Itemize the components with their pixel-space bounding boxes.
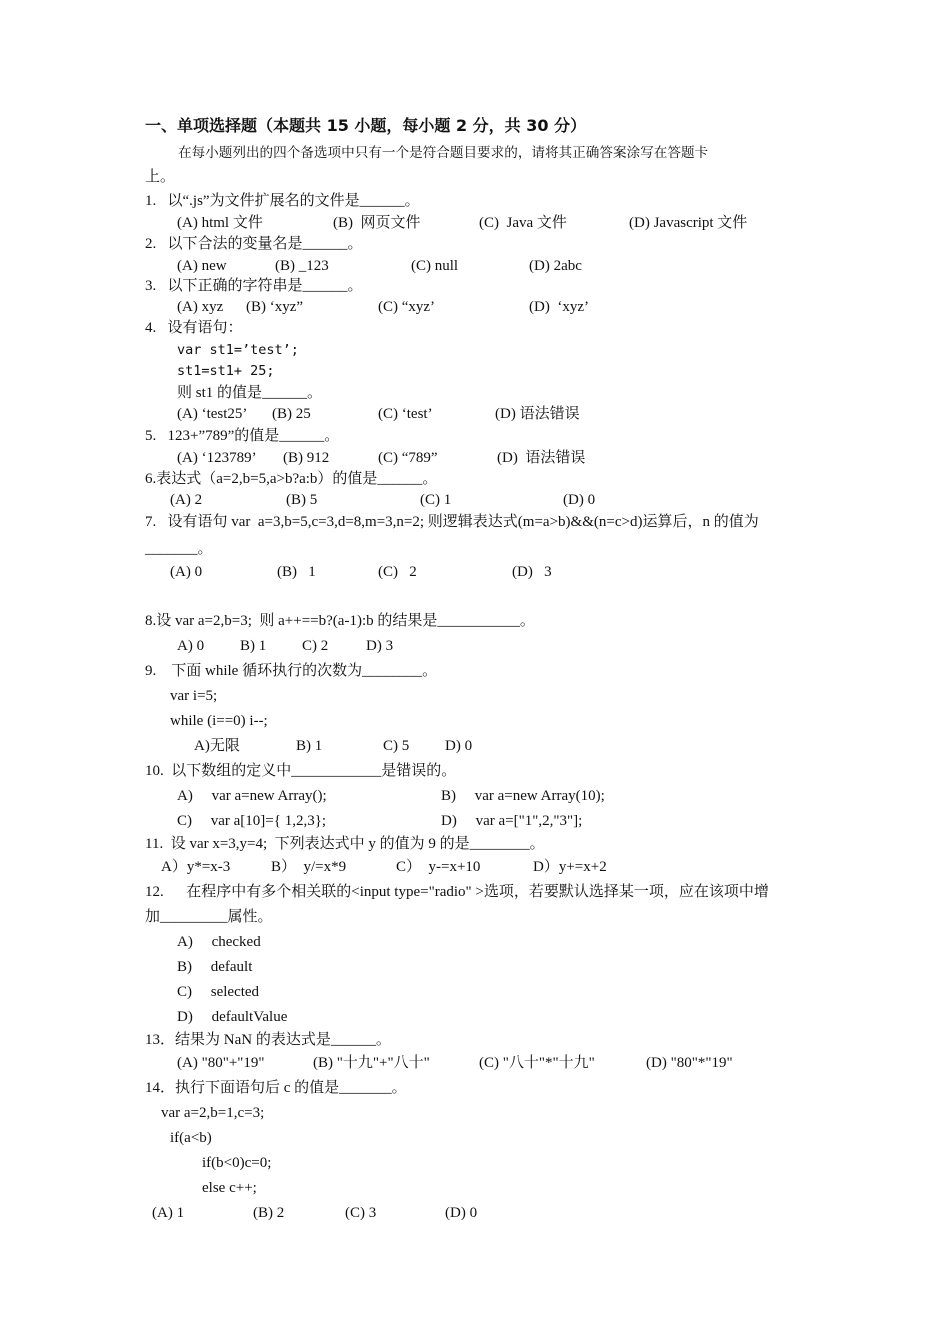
question-4-option-c: (C) ‘test’ [378, 406, 433, 422]
question-2-option-b: (B) _123 [275, 258, 329, 274]
question-1-stem: 1. 以“.js”为文件扩展名的文件是______。 [145, 193, 420, 209]
question-13-option-a: (A) "80"+"19" [177, 1055, 265, 1071]
question-7-option-d: (D) 3 [512, 564, 552, 580]
question-11-option-c: C） y-=x+10 [396, 859, 481, 875]
question-2-option-a: (A) new [177, 258, 227, 274]
question-14-code-4: else c++; [202, 1180, 257, 1196]
question-7-stem-2: _______。 [145, 541, 213, 557]
question-4-option-b: (B) 25 [272, 406, 311, 422]
question-9-option-d: D) 0 [445, 738, 473, 754]
question-8-option-c: C) 2 [302, 638, 329, 654]
question-10-stem: 10. 以下数组的定义中____________是错误的。 [145, 763, 457, 779]
question-4-option-a: (A) ‘test25’ [177, 406, 248, 422]
question-2-option-c: (C) null [411, 258, 459, 274]
question-14-stem: 14．执行下面语句后 c 的值是_______。 [145, 1080, 407, 1096]
question-14-option-c: (C) 3 [345, 1205, 377, 1221]
question-11-option-b: B） y/=x*9 [271, 859, 347, 875]
question-4-stem: 4. 设有语句： [145, 320, 243, 336]
question-11-stem: 11. 设 var x=3,y=4; 下列表达式中 y 的值为 9 的是________。 [145, 836, 545, 852]
instructions-line-1: 在每小题列出的四个备选项中只有一个是符合题目要求的，请将其正确答案涂写在答题卡 [178, 145, 709, 161]
question-9-option-b: B) 1 [296, 738, 323, 754]
question-9-code-2: while (i==0) i--; [170, 713, 268, 729]
question-9-option-a: A)无限 [194, 738, 240, 754]
question-4-code-1: var st1=’test’; [177, 342, 299, 358]
question-12-option-a: A) checked [177, 934, 261, 950]
question-10-option-c: C) var a[10]={ 1,2,3}; [177, 813, 327, 829]
question-10-option-d: D) var a=["1",2,"3"]; [441, 813, 583, 829]
question-4-code-3: 则 st1 的值是______。 [177, 385, 323, 401]
question-1-option-d: (D) Javascript 文件 [629, 215, 748, 231]
question-13-option-c: (C) "八十"*"十九" [479, 1055, 595, 1071]
question-14-option-d: (D) 0 [445, 1205, 478, 1221]
question-13-stem: 13．结果为 NaN 的表达式是______。 [145, 1032, 391, 1048]
question-2-option-d: (D) 2abc [529, 258, 582, 274]
question-4-code-2: st1=st1+ 25; [177, 363, 275, 379]
question-1-option-a: (A) html 文件 [177, 215, 263, 231]
question-3-option-d: (D) ‘xyz’ [529, 299, 589, 315]
section-title: 一、单项选择题（本题共 15 小题，每小题 2 分，共 30 分） [145, 116, 587, 135]
question-5-option-a: (A) ‘123789’ [177, 450, 257, 466]
question-3-option-a: (A) xyz [177, 299, 224, 315]
question-7-option-a: (A) 0 [170, 564, 203, 580]
question-8-stem: 8.设 var a=2,b=3; 则 a++==b?(a-1):b 的结果是___________。 [145, 613, 535, 629]
question-8-option-d: D) 3 [366, 638, 394, 654]
question-5-option-c: (C) “789” [378, 450, 438, 466]
question-10-option-b: B) var a=new Array(10); [441, 788, 605, 804]
question-1-option-c: (C) Java 文件 [479, 215, 567, 231]
question-8-option-a: A) 0 [177, 638, 205, 654]
question-12-option-d: D) defaultValue [177, 1009, 288, 1025]
question-11-option-d: D）y+=x+2 [533, 859, 607, 875]
question-6-option-b: (B) 5 [286, 492, 318, 508]
question-7-option-c: (C) 2 [378, 564, 417, 580]
question-14-option-b: (B) 2 [253, 1205, 285, 1221]
question-12-stem-2: 加_________属性。 [145, 909, 273, 925]
instructions-line-2: 上。 [145, 169, 176, 185]
question-6-stem: 6.表达式（a=2,b=5,a>b?a:b）的值是______。 [145, 471, 438, 487]
question-13-option-d: (D) "80"*"19" [646, 1055, 733, 1071]
question-14-code-1: var a=2,b=1,c=3; [161, 1105, 265, 1121]
question-11-option-a: A）y*=x-3 [161, 859, 231, 875]
question-9-option-c: C) 5 [383, 738, 410, 754]
question-5-option-d: (D) 语法错误 [497, 450, 586, 466]
question-6-option-c: (C) 1 [420, 492, 452, 508]
question-3-stem: 3. 以下正确的字符串是______。 [145, 278, 363, 294]
question-9-code-1: var i=5; [170, 688, 218, 704]
question-14-code-2: if(a<b) [170, 1130, 212, 1146]
question-7-stem-1: 7. 设有语句 var a=3,b=5,c=3,d=8,m=3,n=2; 则逻辑表达式(m=a>b)&&(n=c>d)运算后，n 的值为 [145, 514, 759, 530]
question-5-stem: 5. 123+”789”的值是______。 [145, 428, 340, 444]
question-6-option-d: (D) 0 [563, 492, 596, 508]
question-4-option-d: (D) 语法错误 [495, 406, 580, 422]
question-9-stem: 9. 下面 while 循环执行的次数为________。 [145, 663, 438, 679]
question-14-code-3: if(b<0)c=0; [202, 1155, 272, 1171]
question-1-option-b: (B) 网页文件 [333, 215, 421, 231]
question-2-stem: 2. 以下合法的变量名是______。 [145, 236, 363, 252]
question-5-option-b: (B) 912 [283, 450, 330, 466]
question-7-option-b: (B) 1 [277, 564, 316, 580]
question-12-stem-1: 12. 在程序中有多个相关联的<input type="radio" >选项，若要默认选择某一项，应在该项中增 [145, 884, 769, 900]
question-13-option-b: (B) "十九"+"八十" [313, 1055, 430, 1071]
question-14-option-a: (A) 1 [152, 1205, 185, 1221]
question-8-option-b: B) 1 [240, 638, 267, 654]
question-3-option-c: (C) “xyz’ [378, 299, 436, 315]
question-3-option-b: (B) ‘xyz” [246, 299, 304, 315]
question-12-option-b: B) default [177, 959, 253, 975]
question-12-option-c: C) selected [177, 984, 260, 1000]
question-10-option-a: A) var a=new Array(); [177, 788, 327, 804]
question-6-option-a: (A) 2 [170, 492, 203, 508]
